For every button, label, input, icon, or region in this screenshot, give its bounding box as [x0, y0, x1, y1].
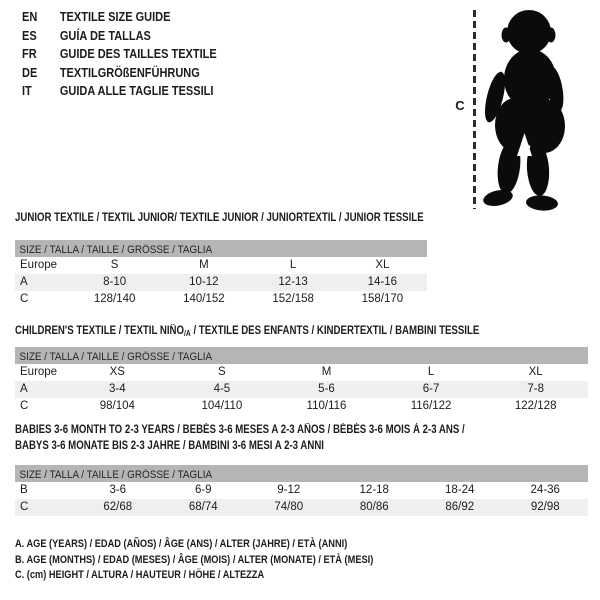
section-title-text: JUNIOR TEXTILE / TEXTIL JUNIOR/ TEXTILE JUNIOR / JUNIORTEXTIL / JUNIOR TESSILE: [15, 212, 424, 224]
language-code: DE: [22, 65, 38, 80]
table-row: [15, 257, 427, 274]
table-cell: 92/98: [530, 501, 560, 513]
table-cell: M: [199, 259, 209, 271]
footnote-line: C. (cm) HEIGHT / ALTURA / HAUTEUR / HÖHE / ALTEZZA: [15, 569, 265, 582]
section-title-junior: [15, 211, 501, 227]
table-row: [15, 364, 588, 381]
table-cell: XL: [375, 259, 390, 271]
table-cell: 4-5: [213, 383, 231, 395]
baby-silhouette-icon: [481, 9, 578, 214]
table-cell: L: [289, 259, 297, 271]
table-cell: 3-4: [108, 383, 126, 395]
section-title-text: CHILDREN'S TEXTILE / TEXTIL NIÑO: [15, 325, 185, 337]
language-code: ES: [22, 28, 37, 43]
language-title-list: [22, 8, 243, 101]
table-cell: 128/140: [93, 293, 136, 305]
table-cell: 7-8: [527, 383, 544, 395]
row-label: C: [20, 400, 29, 412]
table-cell: 110/116: [306, 400, 347, 412]
table-cell: XS: [109, 366, 125, 378]
table-cell: 18-24: [445, 484, 475, 496]
row-label: Europe: [20, 366, 58, 378]
language-title: TEXTILE SIZE GUIDE: [59, 10, 171, 24]
row-label: A: [20, 276, 28, 288]
table-cell: 74/80: [274, 501, 304, 513]
table-cell: 10-12: [189, 276, 219, 288]
row-label: C: [20, 501, 29, 513]
table-cell: 98/104: [99, 400, 135, 412]
row-label: C: [20, 293, 29, 305]
table-cell: M: [321, 366, 332, 378]
table-cell: L: [427, 366, 435, 378]
section-title-text: /A: [184, 329, 191, 338]
language-code: FR: [22, 47, 37, 62]
footnote-line: B. AGE (MONTHS) / EDAD (MESES) / ÂGE (MOIS) / ALTER (MONATE) / ETÀ (MESI): [15, 553, 374, 566]
size-table-children: [15, 347, 588, 415]
table-size-header-text: SIZE / TALLA / TAILLE / GRÖSSE / TAGLIA: [19, 469, 213, 481]
size-table-babies: [15, 465, 588, 516]
footnote-legend: [15, 537, 442, 584]
section-title-text: BABIES 3-6 MONTH TO 2-3 YEARS / BEBÉS 3-6 MESES A 2-3 AÑOS / BÉBÉS 3-6 MOIS À 2-3 ANS /: [15, 424, 465, 436]
table-cell: S: [110, 259, 119, 271]
table-cell: 152/158: [272, 293, 314, 305]
row-label: Europe: [20, 259, 58, 271]
footnote-line: A. AGE (YEARS) / EDAD (AÑOS) / ÂGE (ANS) / ALTER (JAHRE) / ETÀ (ANNI): [15, 538, 348, 550]
section-title-line: [15, 423, 465, 439]
table-cell: 68/74: [188, 501, 218, 513]
table-row: [15, 274, 427, 291]
language-title: GUÍA DE TALLAS: [59, 28, 151, 43]
language-title: TEXTILGRÖßENFÜHRUNG: [59, 65, 200, 80]
table-cell: 116/122: [410, 400, 452, 412]
language-title: GUIDA ALLE TAGLIE TESSILI: [59, 84, 214, 99]
language-row: [22, 8, 217, 27]
section-title-line: [15, 439, 465, 455]
language-row: [22, 82, 217, 101]
section-title-children: [15, 324, 568, 342]
section-title-line: [15, 211, 424, 227]
table-cell: 62/68: [103, 501, 133, 513]
table-cell: 3-6: [109, 484, 127, 496]
row-label: A: [20, 383, 28, 395]
language-row: [22, 64, 217, 83]
table-size-header: [15, 465, 588, 482]
table-cell: 104/110: [201, 400, 243, 412]
table-cell: 12-18: [359, 484, 389, 496]
table-row: [15, 398, 588, 415]
section-title-text: / TEXTILE DES ENFANTS / KINDERTEXTIL / BAMBINI TESSILE: [190, 325, 480, 337]
table-size-header: [15, 347, 588, 364]
table-cell: 140/152: [183, 293, 225, 305]
language-title: GUIDE DES TAILLES TEXTILE: [59, 47, 217, 62]
table-row: [15, 291, 427, 308]
language-code: IT: [22, 84, 32, 99]
table-size-header-text: SIZE / TALLA / TAILLE / GRÖSSE / TAGLIA: [19, 244, 213, 256]
table-cell: 9-12: [277, 484, 301, 496]
table-cell: S: [218, 366, 226, 378]
table-cell: XL: [528, 366, 543, 378]
section-title-babies: [15, 423, 550, 454]
table-cell: 24-36: [530, 484, 560, 496]
size-table-junior: [15, 240, 427, 308]
section-title-text: BABYS 3-6 MONATE BIS 2-3 JAHRE / BAMBINI 3-6 MESI A 2-3 ANNI: [15, 439, 324, 452]
height-measure-dashed-line: [473, 10, 476, 209]
table-cell: 86/92: [445, 501, 475, 513]
height-measure-label: C: [455, 98, 465, 113]
table-cell: 8-10: [103, 276, 127, 288]
table-cell: 158/170: [361, 293, 404, 305]
table-size-header-text: SIZE / TALLA / TAILLE / GRÖSSE / TAGLIA: [19, 351, 213, 363]
section-title-line: [15, 324, 479, 342]
language-row: [22, 27, 217, 46]
table-cell: 6-9: [194, 484, 212, 496]
table-row: [15, 381, 588, 398]
table-cell: 12-13: [278, 276, 308, 288]
table-cell: 5-6: [318, 383, 335, 395]
table-cell: 122/128: [514, 400, 557, 412]
table-size-header: [15, 240, 427, 257]
table-cell: 14-16: [367, 276, 398, 288]
row-label: B: [20, 484, 28, 496]
table-row: [15, 482, 588, 499]
table-row: [15, 499, 588, 516]
table-cell: 6-7: [422, 383, 440, 395]
table-cell: 80/86: [359, 501, 389, 513]
language-code: EN: [22, 10, 38, 24]
language-row: [22, 45, 217, 64]
